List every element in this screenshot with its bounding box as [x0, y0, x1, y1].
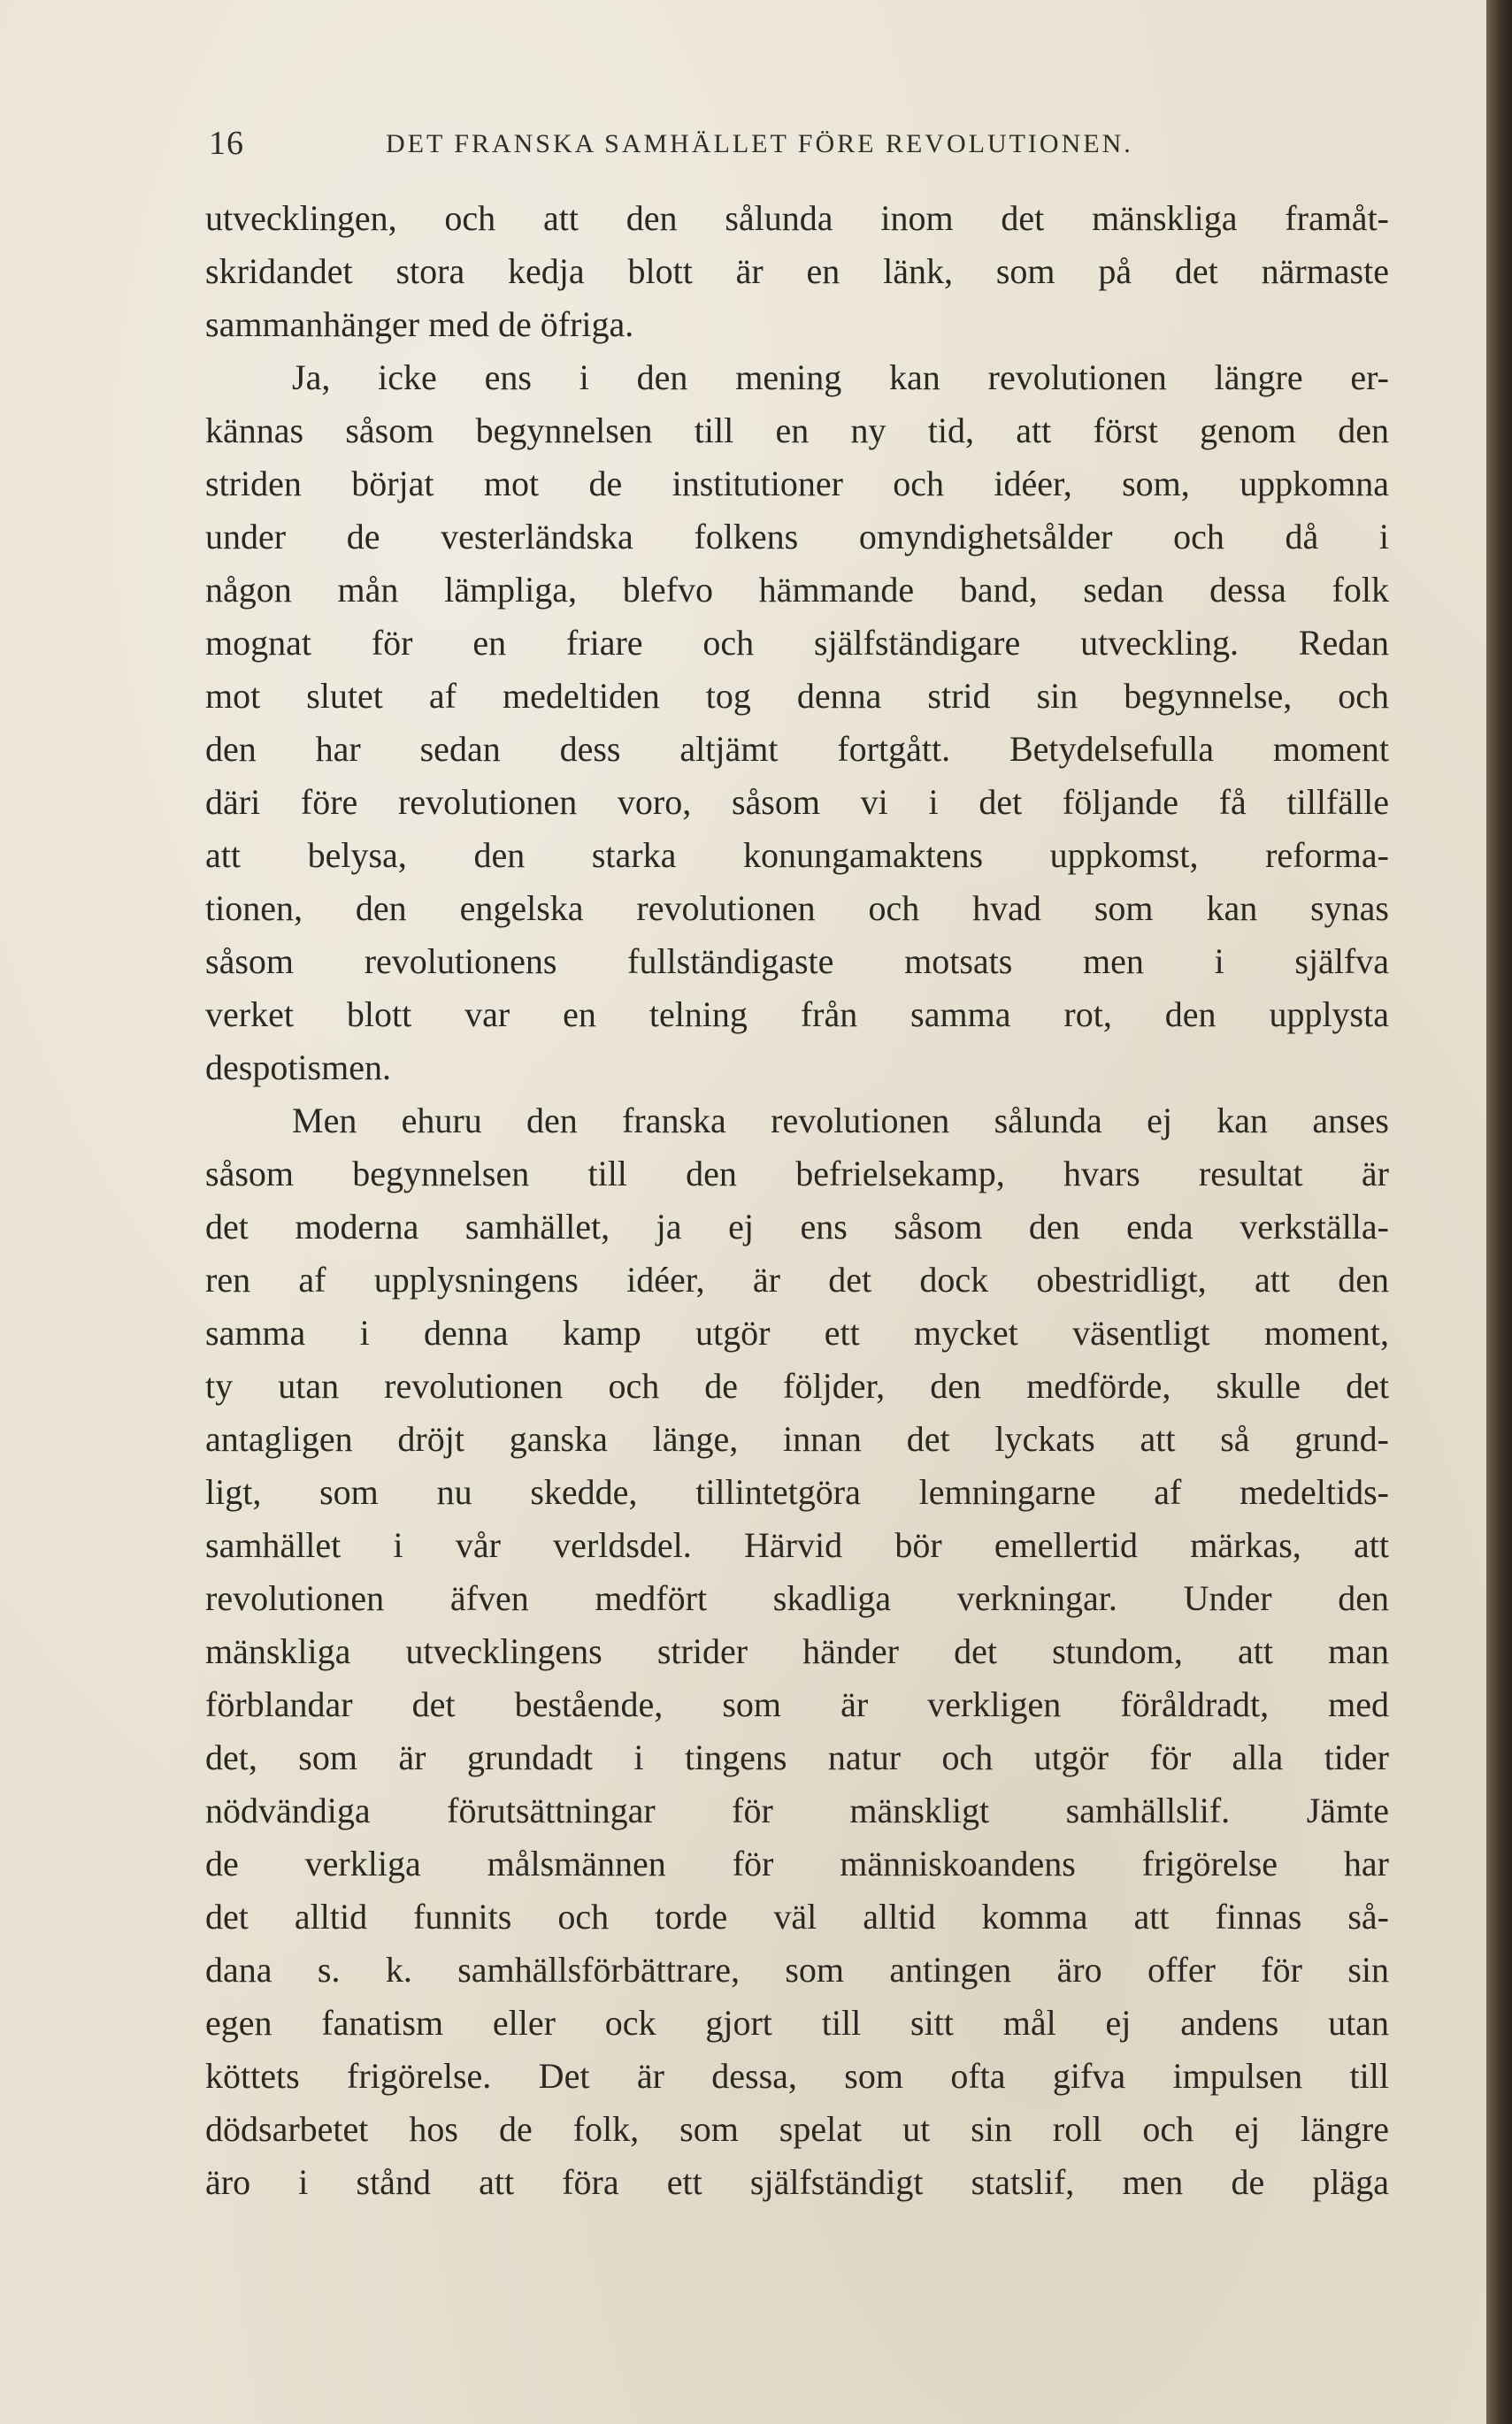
text-line: despotismen.	[205, 1047, 391, 1087]
text-line: samhället i vår verldsdel. Härvid bör emellertid märkas, att	[205, 1525, 1389, 1565]
text-line: mognat för en friare och själfständigare utveckling. Redan	[205, 623, 1389, 663]
text-line: den har sedan dess altjämt fortgått. Betydelsefulla moment	[205, 729, 1389, 769]
running-title: DET FRANSKA SAMHÄLLET FÖRE REVOLUTIONEN.	[386, 129, 1133, 158]
text-line: att belysa, den starka konungamaktens uppkomst, reforma-	[205, 835, 1389, 875]
text-line: striden börjat mot de institutioner och idéer, som, uppkomna	[205, 464, 1389, 503]
text-line: ligt, som nu skedde, tillintetgöra lemningarne af medeltids-	[205, 1472, 1389, 1512]
text-line: utvecklingen, och att den sålunda inom det mänskliga framåt-	[205, 198, 1389, 238]
paragraph-start-line: Ja, icke ens i den mening kan revolutionen längre er-	[292, 357, 1389, 397]
text-line: sammanhänger med de öfriga.	[205, 304, 634, 344]
text-line: nödvändiga förutsättningar för mänskligt samhällslif. Jämte	[205, 1791, 1389, 1830]
text-line: mänskliga utvecklingens strider händer det stundom, att man	[205, 1631, 1389, 1671]
text-line: det moderna samhället, ja ej ens såsom den enda verkställa-	[205, 1207, 1389, 1247]
book-edge-shadow	[1486, 0, 1512, 2424]
text-line: köttets frigörelse. Det är dessa, som ofta gifva impulsen till	[205, 2056, 1389, 2096]
text-line: det alltid funnits och torde väl alltid komma att finnas så-	[205, 1897, 1389, 1937]
text-line: de verkliga målsmännen för människoandens frigörelse har	[205, 1844, 1389, 1883]
text-line: skridandet stora kedja blott är en länk, som på det närmaste	[205, 251, 1389, 291]
text-line: tionen, den engelska revolutionen och hvad som kan synas	[205, 888, 1389, 928]
text-line: äro i stånd att föra ett själfständigt statslif, men de pläga	[205, 2162, 1389, 2202]
page-number: 16	[209, 125, 244, 162]
body-text	[205, 192, 1389, 2209]
text-line: under de vesterländska folkens omyndighetsålder och då i	[205, 517, 1389, 556]
paragraph-start-line: Men ehuru den franska revolutionen sålunda ej kan anses	[292, 1101, 1389, 1140]
text-line: verket blott var en telning från samma rot, den upplysta	[205, 994, 1389, 1034]
text-line: dana s. k. samhällsförbättrare, som antingen äro offer för sin	[205, 1950, 1389, 1990]
text-line: ren af upplysningens idéer, är det dock obestridligt, att den	[205, 1260, 1389, 1300]
text-line: såsom begynnelsen till den befrielsekamp, hvars resultat är	[205, 1154, 1389, 1193]
text-line: någon mån lämpliga, blefvo hämmande band, sedan dessa folk	[205, 570, 1389, 610]
text-line: dödsarbetet hos de folk, som spelat ut sin roll och ej längre	[205, 2109, 1389, 2149]
text-line: egen fanatism eller ock gjort till sitt mål ej andens utan	[205, 2003, 1389, 2043]
text-line: antagligen dröjt ganska länge, innan det lyckats att så grund-	[205, 1419, 1389, 1459]
text-line: förblandar det bestående, som är verkligen föråldradt, med	[205, 1684, 1389, 1724]
text-line: revolutionen äfven medfört skadliga verkningar. Under den	[205, 1578, 1389, 1618]
text-line: däri före revolutionen voro, såsom vi i det följande få tillfälle	[205, 782, 1389, 822]
text-line: samma i denna kamp utgör ett mycket väsentligt moment,	[205, 1313, 1389, 1353]
text-line: ty utan revolutionen och de följder, den medförde, skulle det	[205, 1366, 1389, 1406]
text-line: kännas såsom begynnelsen till en ny tid, att först genom den	[205, 410, 1389, 450]
text-line: mot slutet af medeltiden tog denna strid sin begynnelse, och	[205, 676, 1389, 716]
page-header	[209, 124, 1240, 173]
text-line: det, som är grundadt i tingens natur och utgör för alla tider	[205, 1737, 1389, 1777]
text-line: såsom revolutionens fullständigaste motsats men i själfva	[205, 941, 1389, 981]
